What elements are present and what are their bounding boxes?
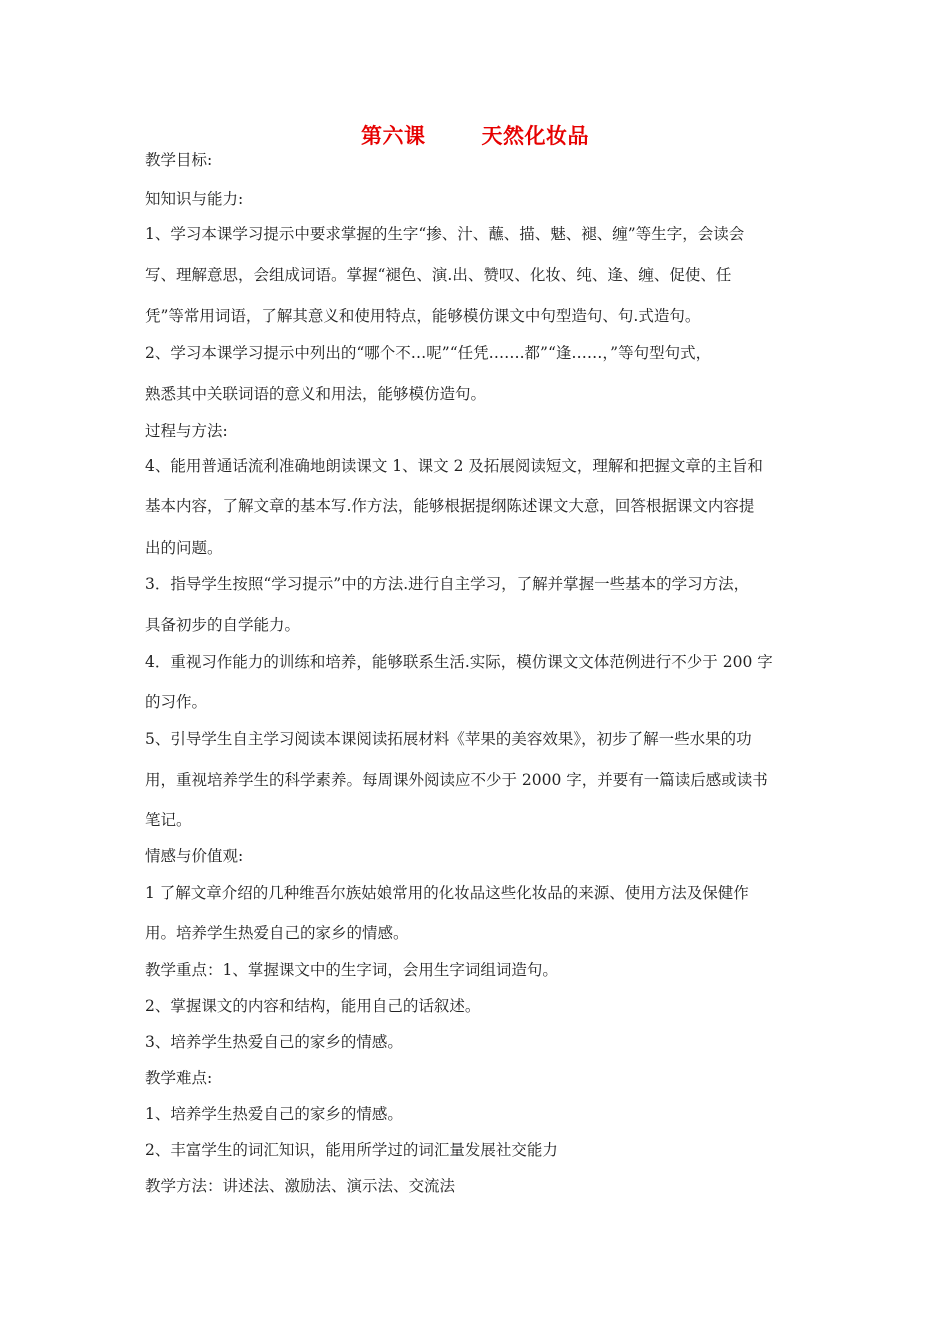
text-line: 1、培养学生热爱自己的家乡的情感。 [145, 1105, 403, 1123]
text-line: 2、学习本课学习提示中列出的“哪个不…呢”“任凭…….都”“逢……，”等句型句式， [145, 344, 712, 362]
text-line: 教学目标: [145, 151, 213, 169]
text-line: 知知识与能力: [145, 190, 244, 208]
text-line: 情感与价值观: [145, 847, 244, 865]
text-line: 1 了解文章介绍的几种维吾尔族姑娘常用的化妆品这些化妆品的来源、使用方法及保健作 [145, 884, 749, 902]
text-line: 教学难点: [145, 1069, 213, 1087]
text-line: 熟悉其中关联词语的意义和用法，能够模仿造句。 [145, 385, 487, 403]
text-line: 凭”等常用词语，了解其意义和使用特点，能够模仿课文中句型造句、句.式造句。 [145, 307, 701, 325]
text-line: 4、能用普通话流利准确地朗读课文 1、课文 2 及拓展阅读短文，理解和把握文章的主旨和 [145, 457, 763, 475]
text-line: 5、引导学生自主学习阅读本课阅读拓展材料《苹果的美容效果》，初步了解一些水果的功 [145, 730, 752, 748]
text-line: 2、丰富学生的词汇知识，能用所学过的词汇量发展社交能力 [145, 1141, 558, 1159]
text-line: 基本内容，了解文章的基本写.作方法，能够根据提纲陈述课文大意，回答根据课文内容提 [145, 497, 755, 515]
text-line: 用。培养学生热爱自己的家乡的情感。 [145, 924, 409, 942]
text-line: 教学重点：1、掌握课文中的生字词，会用生字词组词造句。 [145, 961, 558, 979]
text-line: 写、理解意思，会组成词语。掌握“褪色、演.出、赞叹、化妆、纯、逢、缠、促使、任 [145, 266, 732, 284]
text-line: 1、学习本课学习提示中要求掌握的生字“掺、汁、蘸、描、魅、褪、缠”等生字，会读会 [145, 225, 745, 243]
text-line: 的习作。 [145, 693, 208, 711]
text-line: 具备初步的自学能力。 [145, 616, 301, 634]
text-line: 过程与方法: [145, 422, 228, 440]
text-line: 教学方法：讲述法、激励法、演示法、交流法 [145, 1177, 456, 1195]
text-line: 3、培养学生热爱自己的家乡的情感。 [145, 1033, 403, 1051]
text-line: 笔记。 [145, 811, 192, 829]
text-line: 出的问题。 [145, 539, 223, 557]
title-lesson-number: 第六课 [361, 124, 426, 148]
text-line: 3．指导学生按照“学习提示”中的方法.进行自主学习，了解并掌握一些基本的学习方法， [145, 575, 750, 593]
text-line: 2、掌握课文的内容和结构，能用自己的话叙述。 [145, 997, 481, 1015]
title-lesson-name: 天然化妆品 [481, 124, 589, 148]
text-line: 4．重视习作能力的训练和培养，能够联系生活.实际，模仿课文文体范例进行不少于 200 字 [145, 653, 773, 671]
page-title [0, 120, 950, 150]
text-line: 用，重视培养学生的科学素养。每周课外阅读应不少于 2000 字，并要有一篇读后感或读书 [145, 771, 768, 789]
